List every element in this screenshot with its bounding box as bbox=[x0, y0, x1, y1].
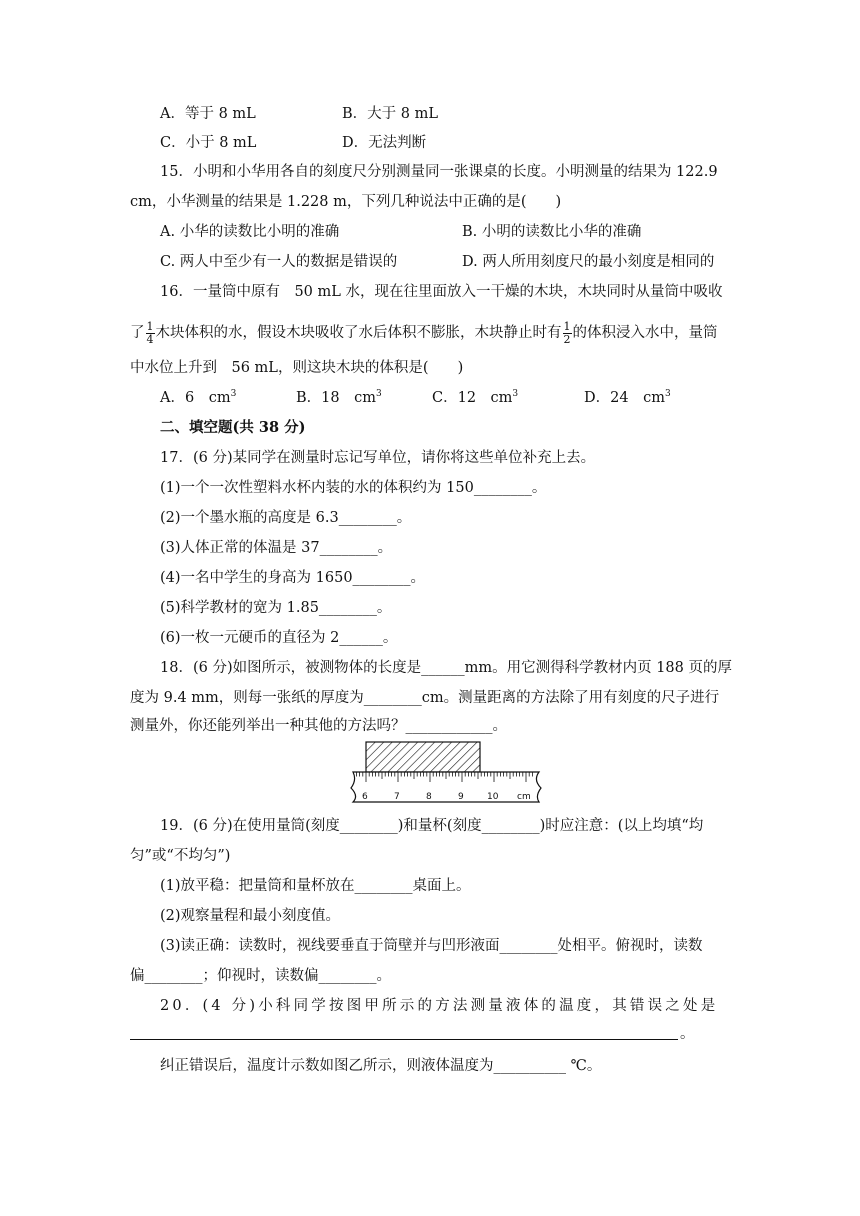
q16-option-a: A．6 $cm^3$ bbox=[160, 389, 237, 406]
q16-option-d: D．24 $cm^3$ bbox=[584, 389, 671, 406]
q16-option-c: C．12 $cm^3$ bbox=[432, 389, 519, 406]
q19-stem-line2: 匀”或“不均匀”) bbox=[130, 848, 231, 864]
q14-option-b: B．大于 8 mL bbox=[342, 106, 438, 122]
ruler-label-8: 8 bbox=[426, 792, 432, 802]
q18-stem-line3: 测量外，你还能列举出一种其他的方法吗？____________。 bbox=[130, 718, 507, 734]
q20-period: 。 bbox=[680, 1026, 695, 1042]
q14-option-c: C．小于 8 mL bbox=[160, 135, 257, 151]
q18-stem-line1: 18．(6 分)如图所示，被测物体的长度是______mm。用它测得科学教材内页 188 页的厚 bbox=[160, 660, 732, 676]
fraction-one-quarter: $\frac{1}{4}$ bbox=[146, 319, 154, 346]
q15-option-a: A. 小华的读数比小明的准确 bbox=[160, 224, 340, 240]
q15-stem-line2: cm，小华测量的结果是 1.228 m，下列几种说法中正确的是( ) bbox=[130, 194, 562, 210]
q19-item-3-line2: 偏________；仰视时，读数偏________。 bbox=[130, 968, 391, 984]
ruler-label-unit: cm bbox=[517, 792, 531, 802]
q16-line2-post: 的体积浸入水中，量筒 bbox=[572, 325, 718, 341]
q16-line2-pre: 了 bbox=[130, 325, 145, 341]
q17-stem: 17．(6 分)某同学在测量时忘记写单位，请你将这些单位补充上去。 bbox=[160, 450, 596, 466]
q15-stem-line1: 15．小明和小华用各自的刻度尺分别测量同一张课桌的长度。小明测量的结果为 122.9 bbox=[160, 164, 718, 180]
q20-stem-line2: 纠正错误后，温度计示数如图乙所示，则液体温度为__________ ℃。 bbox=[160, 1058, 602, 1074]
ruler-figure bbox=[345, 738, 545, 808]
q16-stem-line1: 16．一量筒中原有 50 mL 水，现在往里面放入一干燥的木块，木块同时从量筒中吸收 bbox=[160, 284, 723, 300]
q17-item-1: (1)一个一次性塑料水杯内装的水的体积约为 150________。 bbox=[160, 480, 547, 496]
q15-option-b: B. 小明的读数比小华的准确 bbox=[462, 224, 642, 240]
q17-item-5: (5)科学教材的宽为 1.85________。 bbox=[160, 600, 392, 616]
q15-option-c: C. 两人中至少有一人的数据是错误的 bbox=[160, 254, 398, 270]
ruler-label-6: 6 bbox=[362, 792, 368, 802]
ruler-label-7: 7 bbox=[394, 792, 400, 802]
q17-item-6: (6)一枚一元硬币的直径为 2______。 bbox=[160, 630, 398, 646]
q19-item-1: (1)放平稳：把量筒和量杯放在________桌面上。 bbox=[160, 878, 471, 894]
q14-option-d: D．无法判断 bbox=[342, 135, 427, 151]
fraction-one-half: $\frac{1}{2}$ bbox=[563, 319, 571, 346]
measured-object bbox=[366, 742, 480, 772]
q16-stem-line3: 中水位上升到 56 mL，则这块木块的体积是( ) bbox=[130, 360, 464, 376]
q20-answer-blank bbox=[130, 1039, 678, 1040]
ruler-label-9: 9 bbox=[458, 792, 464, 802]
q19-item-2: (2)观察量程和最小刻度值。 bbox=[160, 908, 341, 924]
q19-item-3-line1: (3)读正确：读数时，视线要垂直于筒壁并与凹形液面________处相平。俯视时，读数 bbox=[160, 938, 703, 954]
q18-stem-line2: 度为 9.4 mm，则每一张纸的厚度为________cm。测量距离的方法除了用有刻度的尺子进行 bbox=[130, 690, 720, 706]
section-heading-fill-blank: 二、填空题(共 38 分) bbox=[160, 419, 306, 436]
q17-item-4: (4)一名中学生的身高为 1650________。 bbox=[160, 570, 426, 586]
q16-stem-line2 bbox=[130, 316, 718, 350]
q20-stem-line1: 20．(4 分)小科同学按图甲所示的方法测量液体的温度，其错误之处是 bbox=[160, 998, 719, 1014]
q17-item-2: (2)一个墨水瓶的高度是 6.3________。 bbox=[160, 510, 412, 526]
q15-option-d: D. 两人所用刻度尺的最小刻度是相同的 bbox=[462, 254, 715, 270]
ruler-label-10: 10 bbox=[487, 792, 499, 802]
q17-item-3: (3)人体正常的体温是 37________。 bbox=[160, 540, 393, 556]
q19-stem-line1: 19．(6 分)在使用量筒(刻度________)和量杯(刻度________)时应注意：(以上均填“均 bbox=[160, 818, 704, 834]
q16-option-b: B．18 $cm^3$ bbox=[296, 389, 382, 406]
q14-option-a: A．等于 8 mL bbox=[160, 106, 256, 122]
q16-line2-mid: 木块体积的水，假设木块吸收了水后体积不膨胀，木块静止时有 bbox=[155, 325, 562, 341]
